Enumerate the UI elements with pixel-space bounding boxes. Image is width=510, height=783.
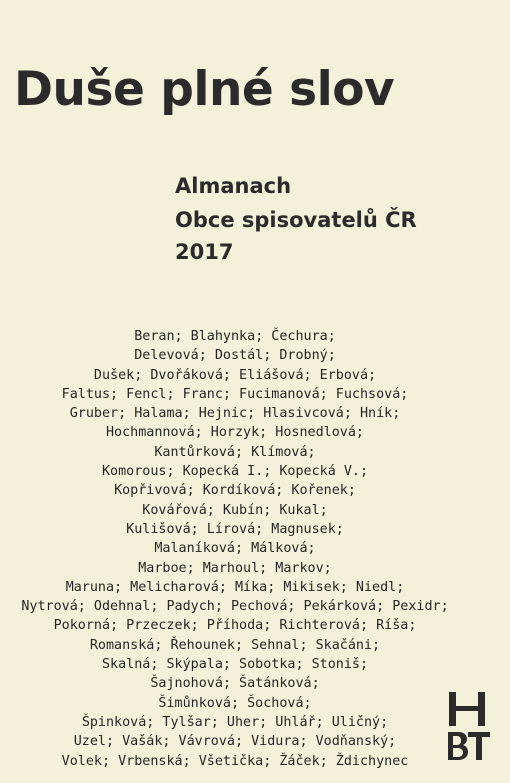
book-title: Duše plné slov xyxy=(14,62,395,117)
author-line: Hochmannová; Horzyk; Hosnedlová; xyxy=(106,425,364,441)
author-line: Pokorná; Przeczek; Příhoda; Richterová; Ríša; xyxy=(53,618,417,634)
author-line: Malaníková; Málková; xyxy=(154,541,316,557)
author-line: Gruber; Halama; Hejnic; Hlasivcová; Hník; xyxy=(69,406,401,422)
author-line: Volek; Vrbenská; Všetička; Žáček; Ždichynec xyxy=(61,753,409,769)
author-line: Špinková; Tylšar; Uher; Uhlář; Uličný; xyxy=(81,714,389,730)
logo-t-stem xyxy=(476,732,482,760)
author-line: Kovářová; Kubín; Kukal; xyxy=(142,502,328,518)
author-line: Dušek; Dvořáková; Eliášová; Erbová; xyxy=(93,367,377,383)
author-line: Marboe; Marhoul; Markov; xyxy=(138,560,332,576)
publisher-logo-icon xyxy=(446,690,492,762)
author-list xyxy=(0,327,470,771)
author-line: Šajnohová; Šatánková; xyxy=(150,676,320,692)
subtitle-organization: Obce spisovatelů ČR xyxy=(175,208,417,232)
author-line: Skalná; Skýpala; Sobotka; Stoniš; xyxy=(101,657,369,673)
author-line: Uzel; Vašák; Vávrová; Vidura; Vodňanský; xyxy=(73,734,397,750)
subtitle-year: 2017 xyxy=(175,240,234,264)
author-line: Romanská; Řehounek; Sehnal; Skačáni; xyxy=(89,637,381,653)
author-line: Beran; Blahynka; Čechura; xyxy=(134,329,336,344)
author-line: Maruna; Melicharová; Míka; Mikisek; Niedl; xyxy=(65,579,405,595)
subtitle-almanach: Almanach xyxy=(175,174,292,198)
author-line: Komorous; Kopecká I.; Kopecká V.; xyxy=(101,464,369,480)
author-line: Kulišová; Lírová; Magnusek; xyxy=(126,521,344,537)
author-line: Nytrová; Odehnal; Padych; Pechová; Pekárková; Pexidr; xyxy=(21,599,449,615)
author-line: Faltus; Fencl; Franc; Fucimanová; Fuchsová; xyxy=(61,386,409,402)
author-line: Delevová; Dostál; Drobný; xyxy=(134,348,336,364)
author-line: Šimůnková; Šochová; xyxy=(158,695,312,711)
logo-h-crossbar xyxy=(449,706,485,711)
logo-b-letter xyxy=(448,732,468,760)
author-line: Kopřivová; Kordíková; Kořenek; xyxy=(114,483,356,499)
author-line: Kantůrková; Klímová; xyxy=(154,444,316,460)
